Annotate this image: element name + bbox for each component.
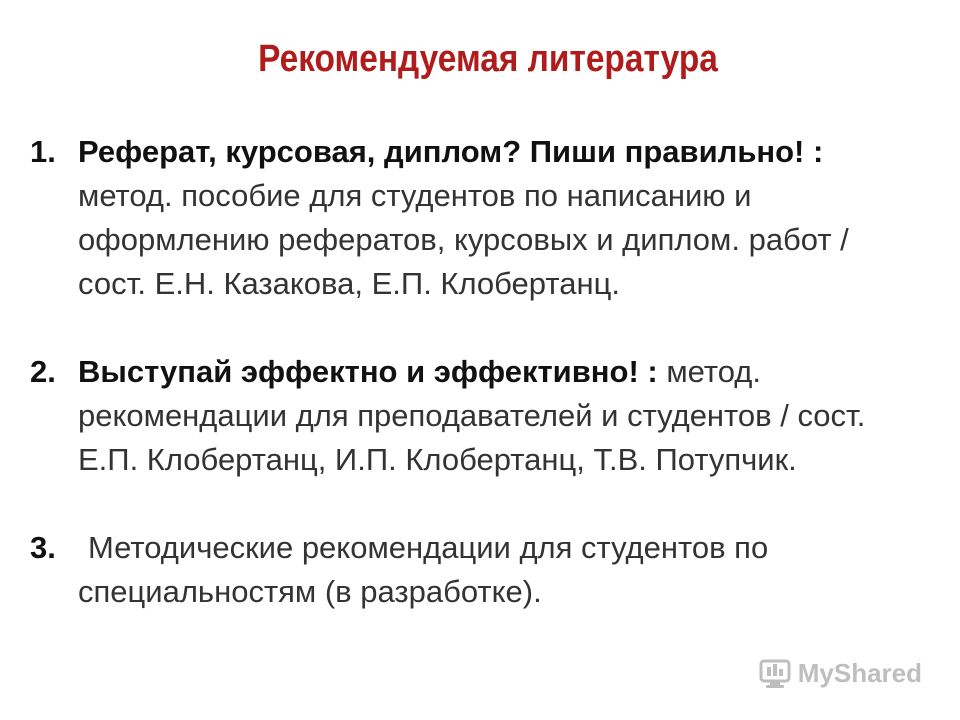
myshared-watermark xyxy=(758,656,922,690)
item-text-line: оформлению рефератов, курсовых и диплом. работ / xyxy=(78,222,849,257)
item-text-line: специальностям (в разработке). xyxy=(78,574,542,609)
item-lead-title: Выступай эффектно и эффективно! : xyxy=(78,354,658,389)
slide-title: Рекомендуемая литература xyxy=(258,38,718,80)
item-text-line: Е.П. Клобертанц, И.П. Клобертанц, Т.В. Потупчик. xyxy=(78,442,797,477)
list-item-3 xyxy=(30,526,930,614)
item-body xyxy=(78,130,930,306)
item-text-line: Методические рекомендации для студентов по xyxy=(88,530,769,565)
item-text-line: рекомендации для преподавателей и студентов / сост. xyxy=(78,398,866,433)
item-text-line: метод. пособие для студентов по написанию и xyxy=(78,178,752,213)
list-item-1 xyxy=(30,130,930,306)
literature-list xyxy=(30,130,930,658)
item-number: 3. xyxy=(30,530,56,565)
item-lead-tail: метод. xyxy=(657,354,761,389)
item-number: 1. xyxy=(30,134,56,169)
item-number: 2. xyxy=(30,354,56,389)
item-lead-title: Реферат, курсовая, диплом? Пиши правильно! : xyxy=(78,134,824,169)
watermark-text: MyShared xyxy=(797,657,922,688)
myshared-logo-icon xyxy=(758,656,792,690)
item-text-line: сост. Е.Н. Казакова, Е.П. Клобертанц. xyxy=(78,266,620,301)
list-item-2 xyxy=(30,350,930,482)
item-body xyxy=(78,526,930,614)
item-body xyxy=(78,350,930,482)
